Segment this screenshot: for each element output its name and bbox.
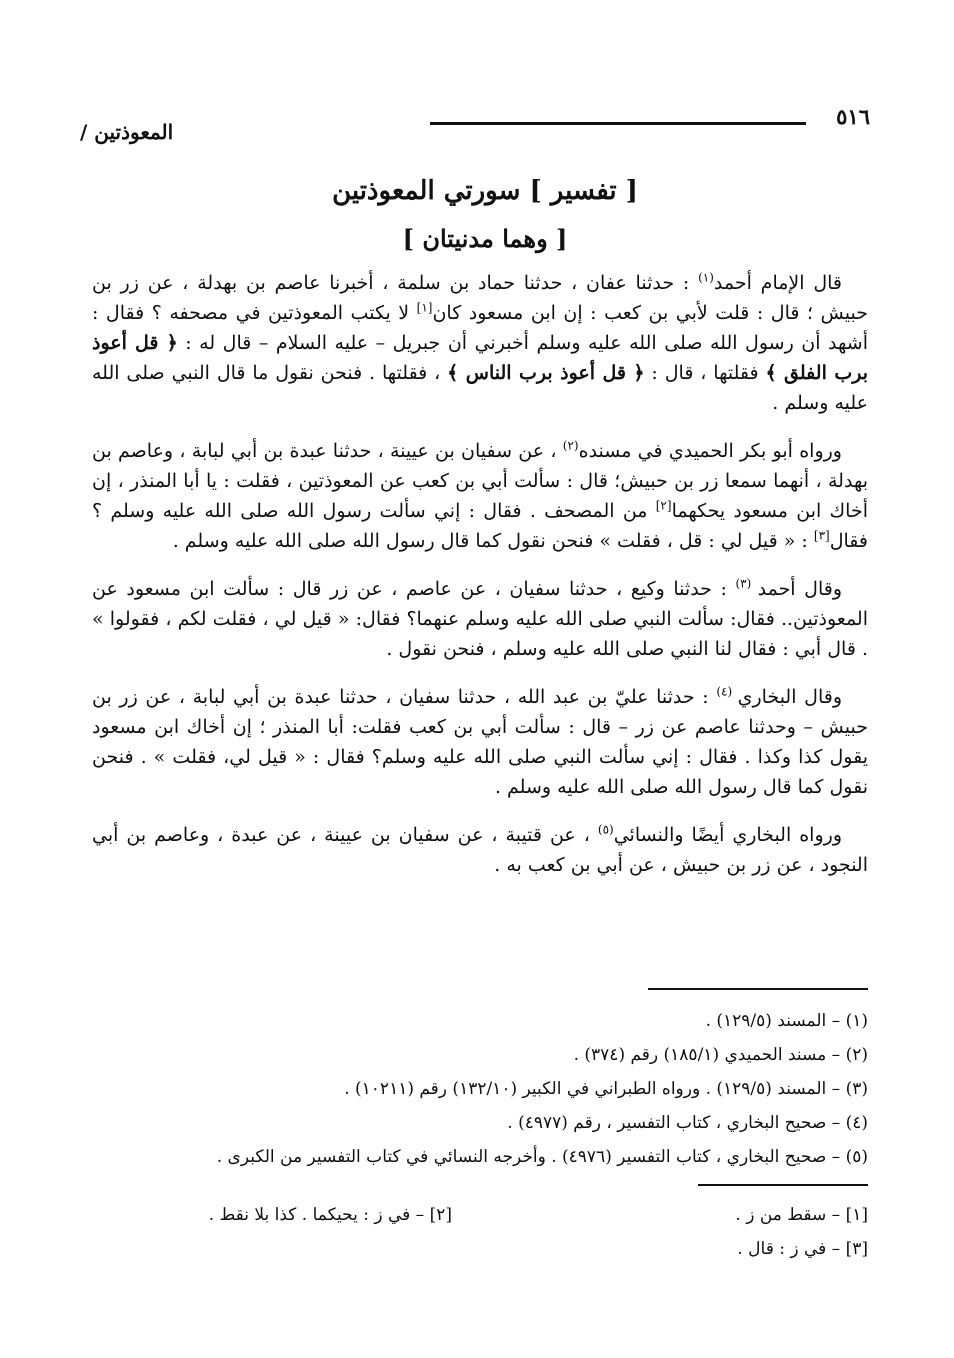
chapter-title: [ تفسير ] سورتي المعوذتين [332, 176, 638, 206]
main-text [92, 268, 868, 898]
variants-rule [698, 1184, 868, 1186]
header-rule [430, 122, 806, 125]
footnote-ref: (٣) [735, 576, 758, 591]
text-run: ، عن قتيبة ، عن سفيان بن عيينة ، عن عبدة ، وعاصم بن أبي النجود ، عن زر بن حبيش ، عن أبي بن كعب به . [92, 824, 868, 876]
text-run: وقال أحمد [757, 578, 842, 600]
text-run: ، عن سفيان بن عيينة ، حدثنا عبدة بن أبي لبابة ، وعاصم بن بهدلة ، أنهما سمعا زر بن حبيش؛ قال : سألت أبي بن كعب عن المعوذتين ، فقلت : يا أبا المنذر ، إن أخاك ابن مسعود يحكهما [92, 440, 868, 522]
variant-note-2: [٢] – في ز : يحيكما . كذا بلا نقط . [208, 1205, 452, 1225]
variant-note-3: [٣] – في ز : قال . [737, 1239, 868, 1259]
quran-quote: ﴿ قل أعوذ برب الناس ﴾ [447, 362, 645, 384]
text-run: : حدثنا وكيع ، حدثنا سفيان ، عن عاصم ، عن زر قال : سألت ابن مسعود عن المعوذتين.. فقال: سألت النبي صلى الله عليه وسلم عنهما؟ فقال: « قيل لي ، فقلت لكم ، فقولوا » . قال أبي : فقال لنا النبي صلى الله عليه وسلم ، فنحن نقول . [92, 578, 868, 660]
paragraph-4 [92, 682, 868, 802]
quran-quote: ﴿ قل أعوذ برب الفلق ﴾ [92, 332, 868, 384]
footnotes [92, 988, 868, 1174]
text-run: : حدثنا عفان ، حدثنا حماد بن سلمة ، أخبرنا عاصم بن بهدلة ، عن زر بن حبيش ؛ قال : قلت لأبي بن كعب : إن ابن مسعود كان [92, 272, 868, 324]
text-run: فقلتها ، قال : [644, 362, 766, 384]
text-run: وقال البخاري [737, 686, 842, 708]
variant-ref: [١] [416, 300, 433, 315]
page-header [80, 100, 870, 150]
text-run: ورواه البخاري أيضًا والنسائي [613, 824, 842, 846]
variants-row-2 [92, 1232, 868, 1266]
footnote-1: (١) – المسند (١٢٩/٥) . [705, 1011, 868, 1031]
footnote-4: (٤) – صحيح البخاري ، كتاب التفسير ، رقم (٤٩٧٧) . [507, 1113, 868, 1133]
paragraph-2 [92, 436, 868, 556]
manuscript-variants [92, 1184, 868, 1266]
footnote-3: (٣) – المسند (١٢٩/٥) . ورواه الطبراني في الكبير (١٣٢/١٠) رقم (١٠٢١١) . [344, 1079, 868, 1099]
footnote-ref: (٥) [597, 822, 614, 837]
text-run: : « قيل لي : قل ، فقلت » فنحن نقول كما قال رسول الله صلى الله عليه وسلم . [172, 530, 814, 552]
footnote-ref: (٤) [716, 684, 738, 699]
variant-ref: [٢] [655, 498, 672, 513]
text-run: قال الإمام أحمد [713, 272, 843, 294]
chapter-subtitle: [ وهما مدنيتان ] [402, 224, 568, 253]
text-run: من المصحف . فقال : إني سألت رسول الله صلى الله عليه وسلم ؟ فقال [92, 500, 868, 552]
text-run: : حدثنا عليّ بن عبد الله ، حدثنا سفيان ، حدثنا عبدة بن أبي لبابة ، عن زر بن حبيش – وحدثنا عاصم عن زر – قال : سألت أبي بن كعب فقلت: أبا المنذر ؛ إن أخاك ابن مسعود يقول كذا وكذا . فقال : إني سألت النبي صلى الله عليه وسلم؟ فقال : « قيل لي، فقلت » . فنحن نقول كما قال رسول الله صلى الله عليه وسلم . [92, 686, 868, 798]
text-run: لا يكتب المعوذتين في مصحفه ؟ فقال : أشهد أن رسول الله صلى الله عليه وسلم أخبرني أن جبريل – عليه السلام – قال له : [92, 302, 868, 354]
footnote-2: (٢) – مسند الحميدي (١٨٥/١) رقم (٣٧٤) . [573, 1045, 868, 1065]
footnote-ref: (٢) [562, 438, 579, 453]
page-number: ٥١٦ [836, 104, 870, 129]
footnote-rule [648, 988, 868, 990]
variant-ref: [٣] [813, 528, 830, 543]
footnote-ref: (١) [698, 270, 714, 285]
paragraph-1 [92, 268, 868, 418]
text-run: ، فقلتها . فنحن نقول ما قال النبي صلى الله عليه وسلم . [92, 362, 868, 414]
variants-row-1 [92, 1198, 868, 1232]
paragraph-3 [92, 574, 868, 664]
footnote-5: (٥) – صحيح البخاري ، كتاب التفسير (٤٩٧٦) . وأخرجه النسائي في كتاب التفسير من الكبرى . [216, 1147, 868, 1167]
paragraph-5 [92, 820, 868, 880]
running-head: المعوذتين / [80, 120, 174, 144]
variant-note-1: [١] – سقط من ز . [735, 1205, 868, 1225]
text-run: ورواه أبو بكر الحميدي في مسنده [578, 440, 842, 462]
